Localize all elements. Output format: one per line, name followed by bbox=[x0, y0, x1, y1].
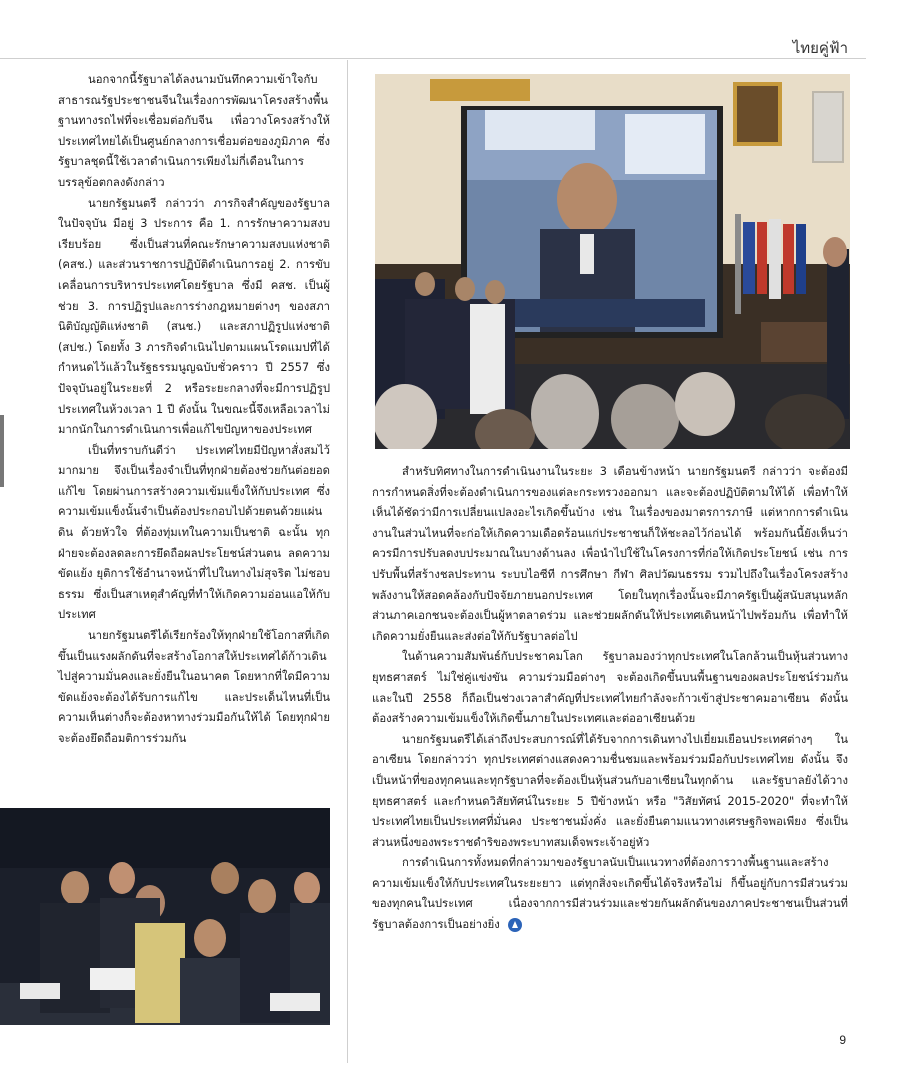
main-photo bbox=[375, 74, 850, 449]
paragraph: เป็นที่ทราบกันดีว่า ประเทศไทยมีปัญหาสั่งสมไว้มากมาย จึงเป็นเรื่องจำเป็นที่ทุกฝ่ายต้องช่วยกันต่อยอดแก้ไข โดยผ่านการสร้างความเข้มแข็งให้กับประเทศ ซึ่งความเข้มแข็งนั้นจำเป็นต้องประกอบไปด้วยตนด้วยแผ่นดิน ด้วยหัวใจ ที่ต้องทุ่มเทในความเป็นชาติ ฉะนั้น ทุกฝ่ายจะต้องลดละการยึดถือผลประโยชน์ส่วนตน ลดความขัดแย้ง ยุติการใช้อำนาจหน้าที่ไปในทางไม่สุจริต ไม่ชอบธรรม ซึ่งเป็นสาเหตุสำคัญที่ทำให้เกิดความอ่อนแอให้กับประเทศ bbox=[58, 443, 330, 622]
paragraph: นายกรัฐมนตรี กล่าวว่า ภารกิจสำคัญของรัฐบาลในปัจจุบัน มีอยู่ 3 ประการ คือ 1. การรักษาความสงบเรียบร้อย ซึ่งเป็นส่วนที่คณะรักษาความสงบแห่งชาติ (คสช.) และส่วนราชการปฏิบัติดำเนินการอยู่ 2. การขับเคลื่อนการบริหารประเทศโดยรัฐบาล ซึ่งมี คสช. เป็นผู้ช่วย 3. การปฏิรูปและการร่างกฎหมายต่างๆ ของสภานิติบัญญัติแห่งชาติ (สนช.) และสภาปฏิรูปแห่งชาติ (สปช.) โดยทั้ง 3 ภารกิจดำเนินไปตามแผนโรดแมปที่ได้กำหนดไว้แล้วในรัฐธรรมนูญฉบับชั่วคราว ปี 2557 ซึ่งปัจจุบันอยู่ในระยะที่ 2 หรือระยะกลางที่จะมีการปฏิรูปประเทศในห้วงเวลา 1 ปี ดังนั้น ในขณะนี้จึงเหลือเวลาไม่มากนักในการดำเนินการเพื่อแก้ไขปัญหาของประเทศ bbox=[58, 196, 330, 437]
right-column bbox=[372, 462, 848, 936]
column-divider bbox=[347, 60, 348, 1063]
masthead: ไทยคู่ฟ้า bbox=[792, 40, 848, 57]
paragraph: สำหรับทิศทางในการดำเนินงานในระยะ 3 เดือนข้างหน้า นายกรัฐมนตรี กล่าวว่า จะต้องมีการกำหนดสิ่งที่จะต้องดำเนินการของแต่ละกระทรวงออกมา และจะต้องปฏิบัติตามให้ได้ เพื่อทำให้เห็นได้ชัดว่ามีการเปลี่ยนแปลงอะไรเกิดขึ้นบ้าง เช่น ในเรื่องของมาตรการภาษี แต่หากการดำเนินงานในส่วนไหนที่จะก่อให้เกิดความเดือดร้อนแก่ประชาชนก็ให้ชะลอไว้ก่อนได้ พร้อมกันนี้ยังเห็นว่าควรมีการปรับลดงบประมาณในบางด้านลง เพื่อนำไปใช้ในโครงการที่ก่อให้เกิดประโยชน์ เช่น การปรับพื้นที่สร้างชลประทาน ระบบไอซีที การศึกษา กีฬา ศิลปวัฒนธรรม รวมไปถึงในเรื่องโครงสร้างพลังงานให้สอดคล้องกับปัจจัยภายนอกประเทศ โดยในทุกเรื่องนั้นจะมีภาครัฐเป็นผู้สนับสนุนหลัก ส่วนภาคเอกชนจะต้องเป็นผู้หาตลาดร่วม และช่วยผลักดันให้ประเทศเดินหน้าไปพร้อมกัน เพื่อทำให้เกิดความยั่งยืนและส่งต่อให้กับรัฐบาลต่อไป bbox=[372, 465, 848, 643]
page-number: 9 bbox=[839, 1033, 846, 1047]
paragraph: ในด้านความสัมพันธ์กับประชาคมโลก รัฐบาลมองว่าทุกประเทศในโลกล้วนเป็นหุ้นส่วนทางยุทธศาสตร์ ไม่ใช่คู่แข่งขัน ความร่วมมือต่างๆ จะต้องเกิดขึ้นบนพื้นฐานของผลประโยชน์ร่วมกัน และในปี 2558 ก็ถือเป็นช่วงเวลาสำคัญที่ประเทศไทยกำลังจะก้าวเข้าสู่ประชาคมอาเซียน ดังนั้น ต้องสร้างความเข้มแข็งให้เกิดขึ้นภายในประเทศและต่ออาเซียนด้วย bbox=[372, 650, 848, 726]
header-rule bbox=[0, 58, 866, 59]
paragraph-text: การดำเนินการทั้งหมดที่กล่าวมาของรัฐบาลนับเป็นแนวทางที่ต้องการวางพื้นฐานและสร้างความเข้มแข็งให้กับประเทศในระยะยาว แต่ทุกสิ่งจะเกิดขึ้นได้จริงหรือไม่ ก็ขึ้นอยู่กับการมีส่วนร่วมของทุกคนในประเทศ เนื่องจากการมีส่วนร่วมและช่วยกันผลักดันของภาคประชาชนเป็นส่วนที่รัฐบาลต้องการเป็นอย่างยิ่ง bbox=[372, 856, 848, 932]
article-end-icon bbox=[508, 918, 522, 932]
paragraph: นอกจากนี้รัฐบาลได้ลงนามบันทึกความเข้าใจกับสาธารณรัฐประชาชนจีนในเรื่องการพัฒนาโครงสร้างพื้นฐานทางรถไฟที่จะเชื่อมต่อกับจีน เพื่อวางโครงสร้างให้ประเทศไทยได้เป็นศูนย์กลางการเชื่อมต่อของภูมิภาค ซึ่งรัฐบาลชุดนี้ใช้เวลาดำเนินการเพียงไม่กี่เดือนในการบรรลุข้อตกลงดังกล่าว bbox=[58, 73, 330, 189]
paragraph: นายกรัฐมนตรีได้เรียกร้องให้ทุกฝ่ายใช้โอกาสที่เกิดขึ้นเป็นแรงผลักดันที่จะสร้างโอกาสให้ประเทศได้ก้าวเดินไปสู่ความมั่นคงและยั่งยืนในอนาคต โดยหากที่ใดมีความขัดแย้งจะต้องได้รับการแก้ไข และประเด็นไหนที่เป็นความเห็นต่างก็จะต้องหาทางร่วมมือกันให้ได้ โดยทุกฝ่ายจะต้องยึดถือมติการร่วมกัน bbox=[58, 629, 330, 745]
paragraph: นายกรัฐมนตรีได้เล่าถึงประสบการณ์ที่ได้รับจากการเดินทางไปเยี่ยมเยือนประเทศต่างๆ ในอาเซียน โดยกล่าวว่า ทุกประเทศต่างแสดงความชื่นชมและพร้อมร่วมมือกับประเทศไทย ดังนั้น จึงเป็นหน้าที่ของทุกคนและทุกรัฐบาลที่จะต้องเป็นหุ้นส่วนกับอาเซียนในทุกด้าน และรัฐบาลยังได้วางยุทธศาสตร์ และกำหนดวิสัยทัศน์ในระยะ 5 ปีข้างหน้า หรือ "วิสัยทัศน์ 2015-2020" ที่จะทำให้ประเทศไทยเป็นประเทศที่มั่นคง ประชาชนมั่งคั่ง และยั่งยืนตามแนวทางเศรษฐกิจพอเพียง ซึ่งเป็นส่วนหนึ่งของพระราชดำริของพระบาทสมเด็จพระเจ้าอยู่หัว bbox=[372, 732, 848, 849]
paragraph bbox=[372, 853, 848, 935]
left-column bbox=[58, 70, 330, 750]
page-edge-mark bbox=[0, 415, 4, 487]
audience-photo bbox=[0, 808, 330, 1025]
